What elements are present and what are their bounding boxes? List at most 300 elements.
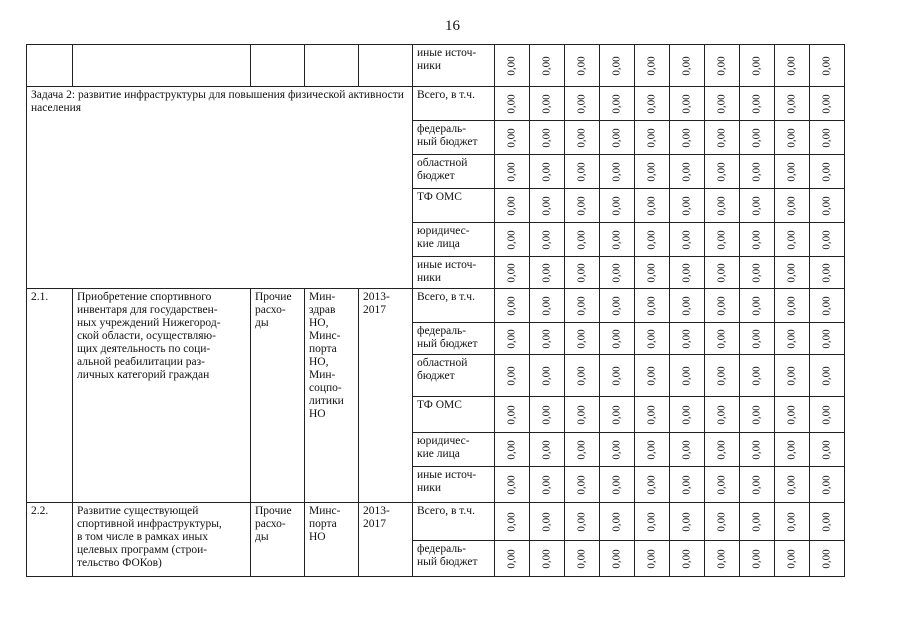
value-cell xyxy=(810,257,845,289)
value-cell xyxy=(670,541,705,577)
value-cell xyxy=(810,397,845,433)
value-text: 0,00 xyxy=(680,548,693,569)
value-text: 0,00 xyxy=(680,127,693,148)
value-text: 0,00 xyxy=(505,439,518,460)
value-text: 0,00 xyxy=(505,295,518,316)
value-text: 0,00 xyxy=(750,404,763,425)
value-text: 0,00 xyxy=(680,195,693,216)
value-text: 0,00 xyxy=(785,295,798,316)
value-text: 0,00 xyxy=(645,55,658,76)
value-text: 0,00 xyxy=(575,127,588,148)
value-text: 0,00 xyxy=(610,93,623,114)
value-text: 0,00 xyxy=(785,161,798,182)
value-text: 0,00 xyxy=(540,295,553,316)
value-text: 0,00 xyxy=(715,195,728,216)
funding-source: ТФ ОМС xyxy=(413,397,495,433)
value-text: 0,00 xyxy=(505,229,518,250)
value-cell xyxy=(775,289,810,323)
value-cell xyxy=(705,45,740,87)
value-cell xyxy=(635,503,670,541)
value-cell xyxy=(670,323,705,355)
value-cell xyxy=(810,467,845,503)
value-text: 0,00 xyxy=(820,404,833,425)
value-text: 0,00 xyxy=(610,404,623,425)
value-text: 0,00 xyxy=(575,295,588,316)
value-cell xyxy=(670,289,705,323)
value-text: 0,00 xyxy=(680,229,693,250)
executor: Мин- здрав НО, Минс- порта НО, Мин- соцпо- литики НО xyxy=(305,289,359,503)
value-cell xyxy=(565,121,600,155)
value-text: 0,00 xyxy=(610,195,623,216)
table-row xyxy=(27,503,845,541)
value-cell xyxy=(740,155,775,189)
value-cell xyxy=(740,257,775,289)
value-text: 0,00 xyxy=(680,439,693,460)
value-cell xyxy=(810,433,845,467)
value-cell xyxy=(775,323,810,355)
value-cell xyxy=(810,541,845,577)
value-text: 0,00 xyxy=(750,262,763,283)
value-cell xyxy=(670,223,705,257)
value-cell xyxy=(705,433,740,467)
value-cell xyxy=(670,467,705,503)
period: 2013- 2017 xyxy=(359,503,413,577)
value-cell xyxy=(530,289,565,323)
value-cell xyxy=(565,541,600,577)
value-text: 0,00 xyxy=(540,262,553,283)
value-cell xyxy=(635,541,670,577)
value-text: 0,00 xyxy=(505,474,518,495)
value-text: 0,00 xyxy=(785,229,798,250)
value-text: 0,00 xyxy=(540,404,553,425)
value-cell xyxy=(635,467,670,503)
value-cell xyxy=(810,323,845,355)
value-text: 0,00 xyxy=(540,365,553,386)
value-cell xyxy=(495,289,530,323)
value-text: 0,00 xyxy=(680,404,693,425)
value-text: 0,00 xyxy=(785,262,798,283)
value-cell xyxy=(705,223,740,257)
value-cell xyxy=(670,189,705,223)
value-text: 0,00 xyxy=(820,161,833,182)
value-text: 0,00 xyxy=(610,127,623,148)
value-text: 0,00 xyxy=(715,262,728,283)
value-cell xyxy=(600,257,635,289)
value-cell xyxy=(600,503,635,541)
table-row xyxy=(27,87,845,121)
value-cell xyxy=(530,503,565,541)
value-cell xyxy=(530,155,565,189)
value-text: 0,00 xyxy=(540,511,553,532)
value-text: 0,00 xyxy=(715,365,728,386)
value-cell xyxy=(530,433,565,467)
value-cell xyxy=(495,45,530,87)
value-cell xyxy=(600,323,635,355)
value-cell xyxy=(705,87,740,121)
value-text: 0,00 xyxy=(575,55,588,76)
value-cell xyxy=(705,257,740,289)
value-cell xyxy=(740,87,775,121)
value-cell xyxy=(670,45,705,87)
value-text: 0,00 xyxy=(505,127,518,148)
value-text: 0,00 xyxy=(680,93,693,114)
value-text: 0,00 xyxy=(610,548,623,569)
value-text: 0,00 xyxy=(540,195,553,216)
value-text: 0,00 xyxy=(575,474,588,495)
value-text: 0,00 xyxy=(785,511,798,532)
value-text: 0,00 xyxy=(540,127,553,148)
funding-source: юридичес- кие лица xyxy=(413,433,495,467)
value-text: 0,00 xyxy=(715,548,728,569)
value-text: 0,00 xyxy=(785,365,798,386)
value-cell xyxy=(810,289,845,323)
value-text: 0,00 xyxy=(505,511,518,532)
value-cell xyxy=(565,189,600,223)
value-text: 0,00 xyxy=(575,195,588,216)
value-cell xyxy=(530,121,565,155)
value-text: 0,00 xyxy=(645,548,658,569)
value-text: 0,00 xyxy=(820,548,833,569)
value-cell xyxy=(565,87,600,121)
value-cell xyxy=(670,355,705,397)
empty-cell-num xyxy=(27,45,73,87)
value-cell xyxy=(705,503,740,541)
value-text: 0,00 xyxy=(715,93,728,114)
value-cell xyxy=(705,289,740,323)
value-cell xyxy=(635,289,670,323)
funding-source: Всего, в т.ч. xyxy=(413,289,495,323)
value-cell xyxy=(635,189,670,223)
value-text: 0,00 xyxy=(540,548,553,569)
value-text: 0,00 xyxy=(505,195,518,216)
value-cell xyxy=(600,155,635,189)
value-cell xyxy=(600,541,635,577)
empty-cell-name xyxy=(73,45,251,87)
value-text: 0,00 xyxy=(575,439,588,460)
value-cell xyxy=(705,355,740,397)
value-text: 0,00 xyxy=(540,93,553,114)
value-cell xyxy=(600,189,635,223)
value-cell xyxy=(705,189,740,223)
value-cell xyxy=(670,397,705,433)
value-cell xyxy=(705,541,740,577)
value-text: 0,00 xyxy=(820,262,833,283)
executor: Минс- порта НО xyxy=(305,503,359,577)
value-text: 0,00 xyxy=(820,439,833,460)
value-text: 0,00 xyxy=(750,295,763,316)
funding-source: областной бюджет xyxy=(413,355,495,397)
value-cell xyxy=(495,323,530,355)
value-cell xyxy=(775,397,810,433)
value-text: 0,00 xyxy=(645,93,658,114)
value-text: 0,00 xyxy=(575,93,588,114)
item-name: Развитие существующей спортивной инфраструктуры, в том числе в рамках иных целевых программ (строи- тельство ФОКов) xyxy=(73,503,251,577)
value-cell xyxy=(565,397,600,433)
value-text: 0,00 xyxy=(540,161,553,182)
value-cell xyxy=(600,223,635,257)
item-number: 2.2. xyxy=(27,503,73,577)
item-name: Приобретение спортивного инвентаря для государствен- ных учреждений Нижегород- ской области, осуществляю- щих деятельность по соци- альной реабилитации раз- личных категорий граждан xyxy=(73,289,251,503)
value-text: 0,00 xyxy=(575,229,588,250)
value-text: 0,00 xyxy=(645,439,658,460)
value-text: 0,00 xyxy=(785,195,798,216)
value-cell xyxy=(810,155,845,189)
table-row xyxy=(27,45,845,87)
value-text: 0,00 xyxy=(575,328,588,349)
funding-source: ТФ ОМС xyxy=(413,189,495,223)
value-cell xyxy=(495,223,530,257)
value-text: 0,00 xyxy=(575,365,588,386)
value-text: 0,00 xyxy=(785,328,798,349)
value-cell xyxy=(740,541,775,577)
value-text: 0,00 xyxy=(785,439,798,460)
value-cell xyxy=(565,45,600,87)
item-number: 2.1. xyxy=(27,289,73,503)
value-text: 0,00 xyxy=(645,295,658,316)
value-cell xyxy=(740,355,775,397)
value-text: 0,00 xyxy=(715,229,728,250)
value-cell xyxy=(740,397,775,433)
value-cell xyxy=(775,223,810,257)
value-cell xyxy=(670,503,705,541)
value-text: 0,00 xyxy=(505,161,518,182)
value-cell xyxy=(530,467,565,503)
value-text: 0,00 xyxy=(715,295,728,316)
funding-source: Всего, в т.ч. xyxy=(413,503,495,541)
value-cell xyxy=(775,433,810,467)
value-text: 0,00 xyxy=(715,474,728,495)
funding-source: областной бюджет xyxy=(413,155,495,189)
value-cell xyxy=(740,503,775,541)
value-cell xyxy=(565,355,600,397)
value-cell xyxy=(565,467,600,503)
value-cell xyxy=(740,433,775,467)
value-cell xyxy=(705,397,740,433)
value-cell xyxy=(600,433,635,467)
value-cell xyxy=(775,257,810,289)
value-cell xyxy=(670,257,705,289)
empty-cell-period xyxy=(359,45,413,87)
value-text: 0,00 xyxy=(680,328,693,349)
value-cell xyxy=(775,121,810,155)
value-text: 0,00 xyxy=(645,404,658,425)
value-text: 0,00 xyxy=(750,328,763,349)
value-text: 0,00 xyxy=(610,229,623,250)
value-text: 0,00 xyxy=(680,511,693,532)
value-text: 0,00 xyxy=(610,328,623,349)
value-text: 0,00 xyxy=(540,474,553,495)
value-cell xyxy=(495,189,530,223)
task-title: Задача 2: развитие инфраструктуры для повышения физической активности населения xyxy=(27,87,413,289)
value-text: 0,00 xyxy=(715,127,728,148)
value-cell xyxy=(810,45,845,87)
value-cell xyxy=(495,355,530,397)
value-cell xyxy=(600,467,635,503)
value-text: 0,00 xyxy=(680,474,693,495)
table-row xyxy=(27,289,845,323)
value-cell xyxy=(705,323,740,355)
value-text: 0,00 xyxy=(505,93,518,114)
value-cell xyxy=(530,397,565,433)
value-text: 0,00 xyxy=(820,295,833,316)
value-cell xyxy=(670,433,705,467)
value-text: 0,00 xyxy=(610,365,623,386)
value-cell xyxy=(775,541,810,577)
value-text: 0,00 xyxy=(610,55,623,76)
value-cell xyxy=(635,433,670,467)
value-cell xyxy=(600,397,635,433)
value-text: 0,00 xyxy=(750,55,763,76)
value-text: 0,00 xyxy=(540,55,553,76)
value-cell xyxy=(530,189,565,223)
value-text: 0,00 xyxy=(785,548,798,569)
value-cell xyxy=(530,45,565,87)
value-cell xyxy=(635,45,670,87)
value-text: 0,00 xyxy=(680,262,693,283)
value-cell xyxy=(705,121,740,155)
value-text: 0,00 xyxy=(715,161,728,182)
value-text: 0,00 xyxy=(680,55,693,76)
value-text: 0,00 xyxy=(750,511,763,532)
expense-type: Прочие расхо- ды xyxy=(251,289,305,503)
budget-table xyxy=(26,44,845,577)
value-cell xyxy=(635,155,670,189)
value-cell xyxy=(670,121,705,155)
funding-source: иные источ- ники xyxy=(413,467,495,503)
value-cell xyxy=(740,121,775,155)
value-cell xyxy=(495,541,530,577)
value-text: 0,00 xyxy=(610,161,623,182)
value-cell xyxy=(495,121,530,155)
value-cell xyxy=(740,467,775,503)
value-text: 0,00 xyxy=(505,328,518,349)
value-cell xyxy=(740,289,775,323)
value-cell xyxy=(530,223,565,257)
funding-source: федераль- ный бюджет xyxy=(413,323,495,355)
value-cell xyxy=(670,87,705,121)
value-text: 0,00 xyxy=(750,548,763,569)
value-text: 0,00 xyxy=(645,195,658,216)
value-text: 0,00 xyxy=(785,474,798,495)
value-text: 0,00 xyxy=(715,328,728,349)
value-cell xyxy=(775,45,810,87)
value-cell xyxy=(635,257,670,289)
value-text: 0,00 xyxy=(750,474,763,495)
value-cell xyxy=(740,45,775,87)
value-cell xyxy=(495,433,530,467)
value-text: 0,00 xyxy=(505,365,518,386)
value-text: 0,00 xyxy=(715,439,728,460)
value-cell xyxy=(530,541,565,577)
value-cell xyxy=(495,397,530,433)
expense-type: Прочие расхо- ды xyxy=(251,503,305,577)
value-cell xyxy=(530,323,565,355)
value-text: 0,00 xyxy=(680,365,693,386)
value-cell xyxy=(775,189,810,223)
value-cell xyxy=(740,223,775,257)
value-cell xyxy=(705,467,740,503)
value-text: 0,00 xyxy=(820,511,833,532)
value-text: 0,00 xyxy=(820,195,833,216)
value-cell xyxy=(565,257,600,289)
value-cell xyxy=(775,155,810,189)
value-cell xyxy=(495,155,530,189)
value-cell xyxy=(565,503,600,541)
value-text: 0,00 xyxy=(540,328,553,349)
value-cell xyxy=(635,323,670,355)
value-cell xyxy=(635,223,670,257)
value-cell xyxy=(775,87,810,121)
value-cell xyxy=(565,323,600,355)
value-cell xyxy=(810,87,845,121)
value-cell xyxy=(740,323,775,355)
value-text: 0,00 xyxy=(575,404,588,425)
value-text: 0,00 xyxy=(750,161,763,182)
value-cell xyxy=(495,467,530,503)
value-text: 0,00 xyxy=(820,93,833,114)
value-text: 0,00 xyxy=(575,262,588,283)
value-cell xyxy=(810,189,845,223)
value-text: 0,00 xyxy=(750,365,763,386)
value-cell xyxy=(810,355,845,397)
value-cell xyxy=(635,397,670,433)
funding-source: юридичес- кие лица xyxy=(413,223,495,257)
value-text: 0,00 xyxy=(785,55,798,76)
value-cell xyxy=(775,503,810,541)
value-cell xyxy=(670,155,705,189)
value-text: 0,00 xyxy=(645,365,658,386)
value-text: 0,00 xyxy=(750,229,763,250)
value-text: 0,00 xyxy=(610,511,623,532)
value-text: 0,00 xyxy=(750,439,763,460)
value-text: 0,00 xyxy=(750,127,763,148)
value-text: 0,00 xyxy=(645,229,658,250)
value-cell xyxy=(635,87,670,121)
value-text: 0,00 xyxy=(820,127,833,148)
value-text: 0,00 xyxy=(610,474,623,495)
value-text: 0,00 xyxy=(575,548,588,569)
funding-source: иные источ- ники xyxy=(413,45,495,87)
value-text: 0,00 xyxy=(610,439,623,460)
value-cell xyxy=(565,433,600,467)
value-text: 0,00 xyxy=(505,548,518,569)
empty-cell-executor xyxy=(305,45,359,87)
value-text: 0,00 xyxy=(505,404,518,425)
value-text: 0,00 xyxy=(610,262,623,283)
value-cell xyxy=(740,189,775,223)
value-text: 0,00 xyxy=(680,161,693,182)
value-text: 0,00 xyxy=(505,55,518,76)
value-text: 0,00 xyxy=(575,161,588,182)
value-text: 0,00 xyxy=(645,328,658,349)
value-text: 0,00 xyxy=(820,328,833,349)
value-cell xyxy=(810,121,845,155)
value-cell xyxy=(565,289,600,323)
value-text: 0,00 xyxy=(680,295,693,316)
value-cell xyxy=(530,257,565,289)
value-text: 0,00 xyxy=(750,93,763,114)
value-cell xyxy=(635,121,670,155)
value-text: 0,00 xyxy=(645,511,658,532)
value-text: 0,00 xyxy=(820,474,833,495)
value-cell xyxy=(810,503,845,541)
period: 2013- 2017 xyxy=(359,289,413,503)
value-cell xyxy=(530,355,565,397)
value-cell xyxy=(530,87,565,121)
value-text: 0,00 xyxy=(715,404,728,425)
funding-source: Всего, в т.ч. xyxy=(413,87,495,121)
value-cell xyxy=(600,289,635,323)
